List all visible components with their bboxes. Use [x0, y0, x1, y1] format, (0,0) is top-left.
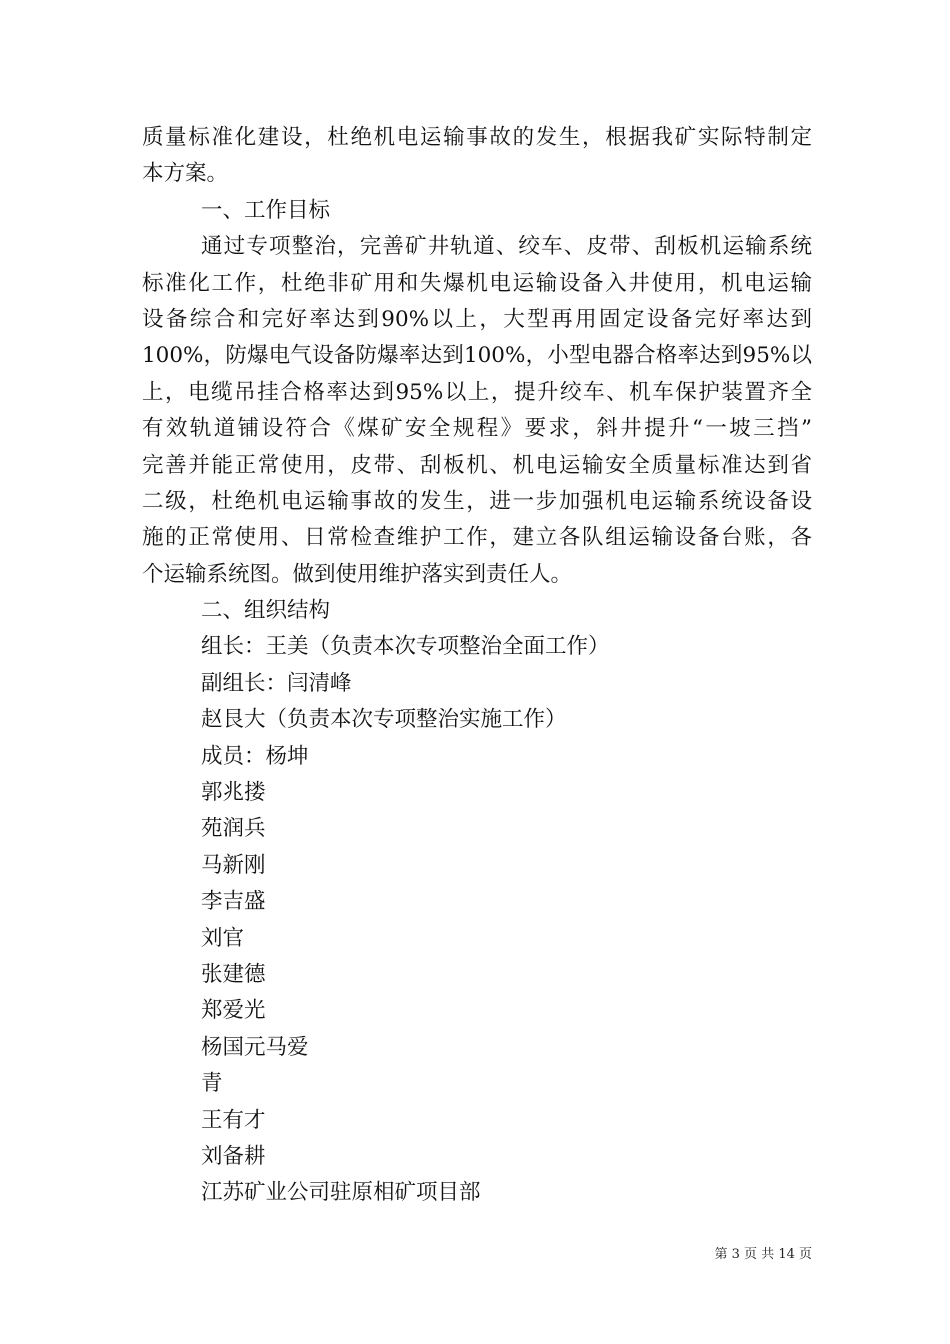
member-name: 王有才: [201, 1107, 266, 1133]
text-line: 设备综合和完好率达到90%以上，大型再用固定设备完好率达到: [142, 306, 812, 332]
member-name: 郭兆搂: [201, 780, 266, 806]
member-name: 刘官: [201, 925, 245, 951]
text-line: 完善并能正常使用，皮带、刮板机、机电运输安全质量标准达到省: [142, 452, 812, 478]
member-name: 苑润兵: [201, 816, 266, 842]
member-name: 马新刚: [201, 852, 266, 878]
text-line: 个运输系统图。做到使用维护落实到责任人。: [142, 561, 573, 587]
page-footer: 第 3 页 共 14 页: [714, 1247, 812, 1262]
text-line: 本方案。: [142, 161, 229, 187]
section-heading-goals: 一、工作目标: [201, 197, 331, 223]
text-line: 有效轨道铺设符合《煤矿安全规程》要求，斜井提升“一坡三挡”: [142, 416, 812, 442]
member-name: 张建德: [201, 961, 266, 987]
member-organization: 江苏矿业公司驻原相矿项目部: [201, 1180, 481, 1206]
member-name: 郑爱光: [201, 998, 266, 1024]
text-line: 施的正常使用、日常检查维护工作，建立各队组运输设备台账，各: [142, 525, 812, 551]
body-text: [142, 120, 812, 1212]
text-line: 二级，杜绝机电运输事故的发生，进一步加强机电运输系统设备设: [142, 488, 812, 514]
deputy-leader: 赵艮大（负责本次专项整治实施工作）: [201, 707, 567, 733]
member-name: 杨国元马爱: [201, 1034, 309, 1060]
text-line: 质量标准化建设，杜绝机电运输事故的发生，根据我矿实际特制定: [142, 125, 812, 150]
member-name: 青: [201, 1071, 223, 1097]
section-heading-organization: 二、组织结构: [201, 598, 331, 624]
text-line: 通过专项整治，完善矿井轨道、绞车、皮带、刮板机运输系统: [201, 234, 812, 260]
text-line: 标准化工作，杜绝非矿用和失爆机电运输设备入井使用，机电运输: [142, 270, 812, 296]
member-list-label: 成员：杨坤: [201, 743, 309, 769]
member-name: 李吉盛: [201, 889, 266, 915]
team-leader: 组长：王美（负责本次专项整治全面工作）: [201, 634, 610, 660]
text-line: 上，电缆吊挂合格率达到95%以上，提升绞车、机车保护装置齐全: [142, 379, 812, 405]
text-line: 100%，防爆电气设备防爆率达到100%，小型电器合格率达到95%以: [142, 343, 812, 369]
deputy-leader: 副组长：闫清峰: [201, 670, 352, 696]
member-name: 刘备耕: [201, 1143, 266, 1169]
